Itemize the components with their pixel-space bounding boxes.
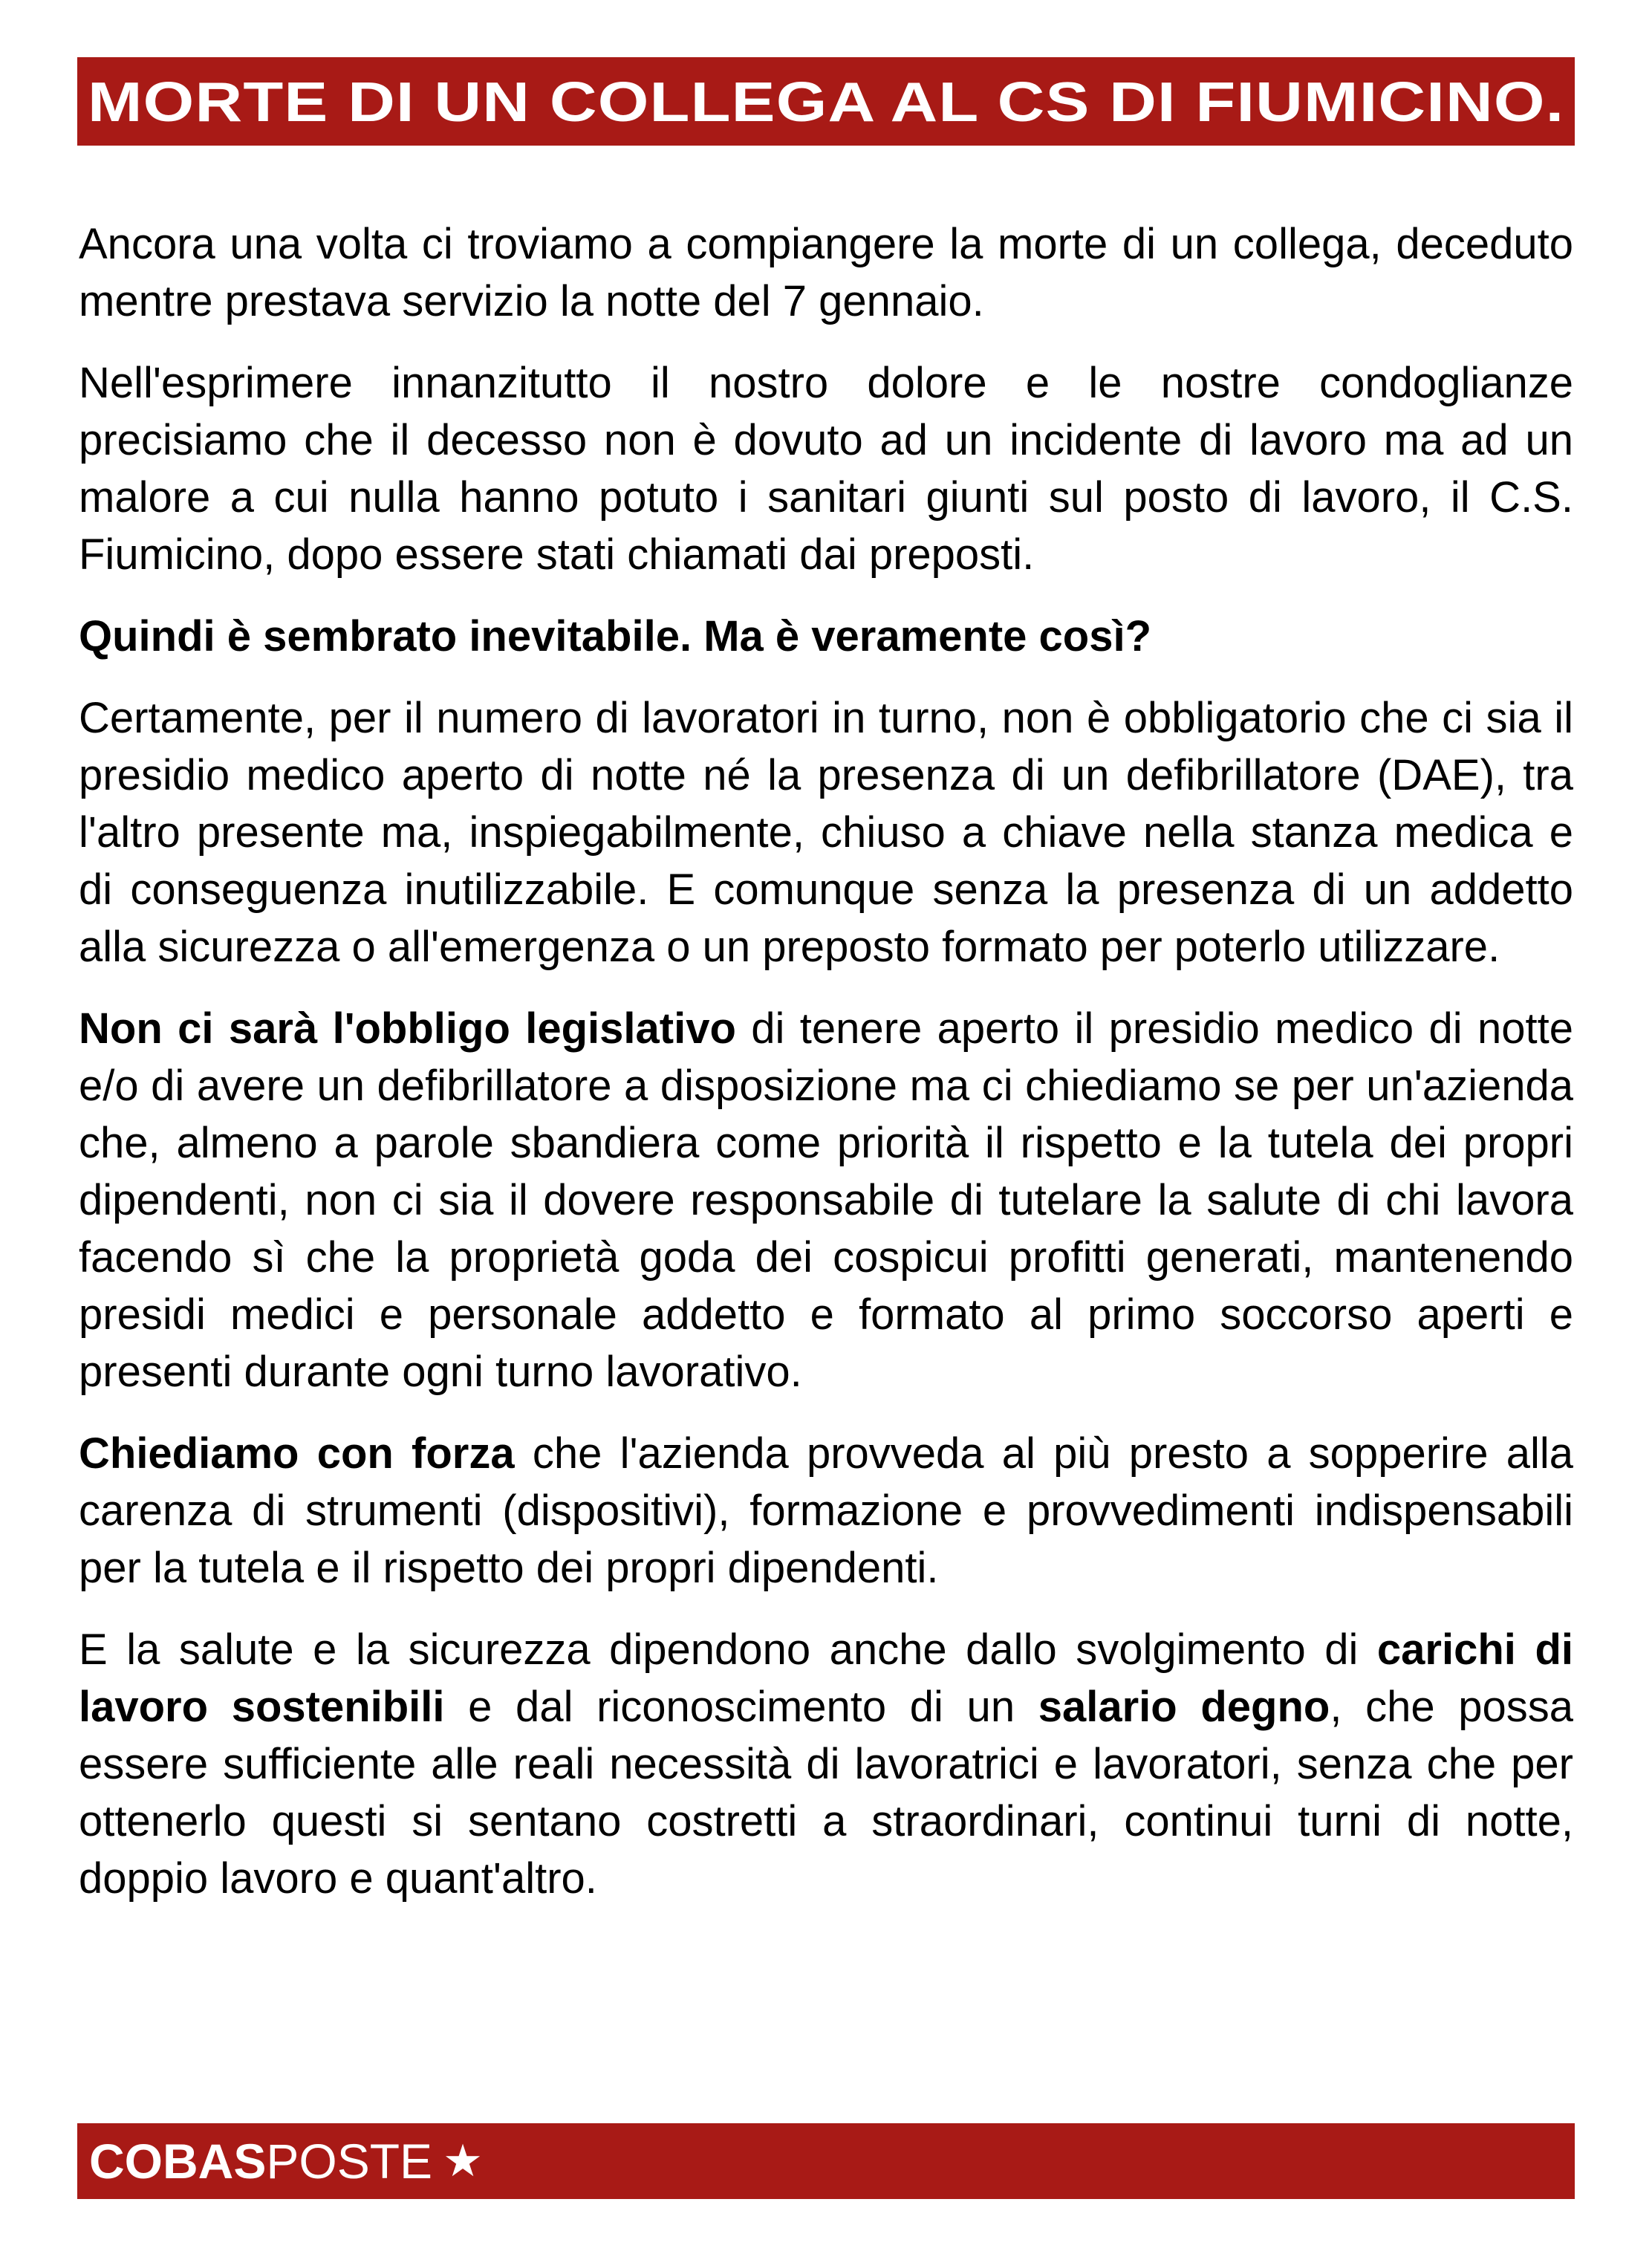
flyer-body	[79, 215, 1573, 1907]
paragraph-condolences	[79, 354, 1573, 583]
text-run: Ancora una volta ci troviamo a compiangere la morte di un collega, deceduto mentre prestava servizio la notte del 7 gennaio.	[79, 220, 1573, 325]
paragraph-certamente	[79, 689, 1573, 975]
brand-poste: POSTE	[266, 2134, 433, 2189]
heading-question	[79, 608, 1573, 665]
paragraph-salute	[79, 1621, 1573, 1907]
brand-cobas: COBAS	[89, 2134, 267, 2189]
footer-banner	[77, 2123, 1575, 2199]
text-run: , che possa essere sufficiente alle reali necessità di lavoratrici e lavoratori, senza che per ottenerlo questi si sentano costretti a straordinari, continui turni di notte, doppio lavoro e quant'altro.	[79, 1683, 1573, 1903]
text-run: e dal riconoscimento di un	[444, 1683, 1038, 1731]
text-run: di tenere aperto il presidio medico di notte e/o di avere un defibrillatore a disposizione ma ci chiediamo se per un'azienda che, almeno a parole sbandiera come priorità il rispetto e la tutela dei propri dipendenti, non ci sia il dovere responsabile di tutelare la salute di chi lavora facendo sì che la proprietà goda dei cospicui profitti generati, mantenendo presidi medici e personale addetto e formato al primo soccorso aperti e presenti durante ogni turno lavorativo.	[79, 1004, 1573, 1396]
union-logo	[89, 2133, 483, 2189]
bold-run: salario degno	[1038, 1683, 1330, 1731]
paragraph-chiediamo	[79, 1425, 1573, 1597]
bold-run: Non ci sarà l'obbligo legislativo	[79, 1004, 736, 1053]
paragraph-intro	[79, 215, 1573, 330]
text-run: E la salute e la sicurezza dipendono anche dallo svolgimento di	[79, 1625, 1377, 1674]
paragraph-obbligo	[79, 1000, 1573, 1400]
flyer-title: MORTE DI UN COLLEGA AL CS DI FIUMICINO.	[88, 70, 1565, 133]
star-icon: ★	[443, 2136, 483, 2186]
bold-run: carichi di lavoro sostenibili	[79, 1625, 1573, 1731]
title-banner	[77, 57, 1575, 146]
bold-run: Chiediamo con forza	[79, 1429, 515, 1478]
text-run: che l'azienda provveda al più presto a sopperire alla carenza di strumenti (dispositivi), formazione e provvedimenti indispensabili per la tutela e il rispetto dei propri dipendenti.	[79, 1429, 1573, 1592]
text-run: Certamente, per il numero di lavoratori in turno, non è obbligatorio che ci sia il presidio medico aperto di notte né la presenza di un defibrillatore (DAE), tra l'altro presente ma, inspiegabilmente, chiuso a chiave nella stanza medica e di conseguenza inutilizzabile. E comunque senza la presenza di un addetto alla sicurezza o all'emergenza o un preposto formato per poterlo utilizzare.	[79, 694, 1573, 971]
text-run: Nell'esprimere innanzitutto il nostro dolore e le nostre condoglianze precisiamo che il decesso non è dovuto ad un incidente di lavoro ma ad un malore a cui nulla hanno potuto i sanitari giunti sul posto di lavoro, il C.S. Fiumicino, dopo essere stati chiamati dai preposti.	[79, 359, 1573, 579]
bold-run: Quindi è sembrato inevitabile. Ma è veramente così?	[79, 612, 1152, 660]
flyer-page	[0, 57, 1652, 2254]
